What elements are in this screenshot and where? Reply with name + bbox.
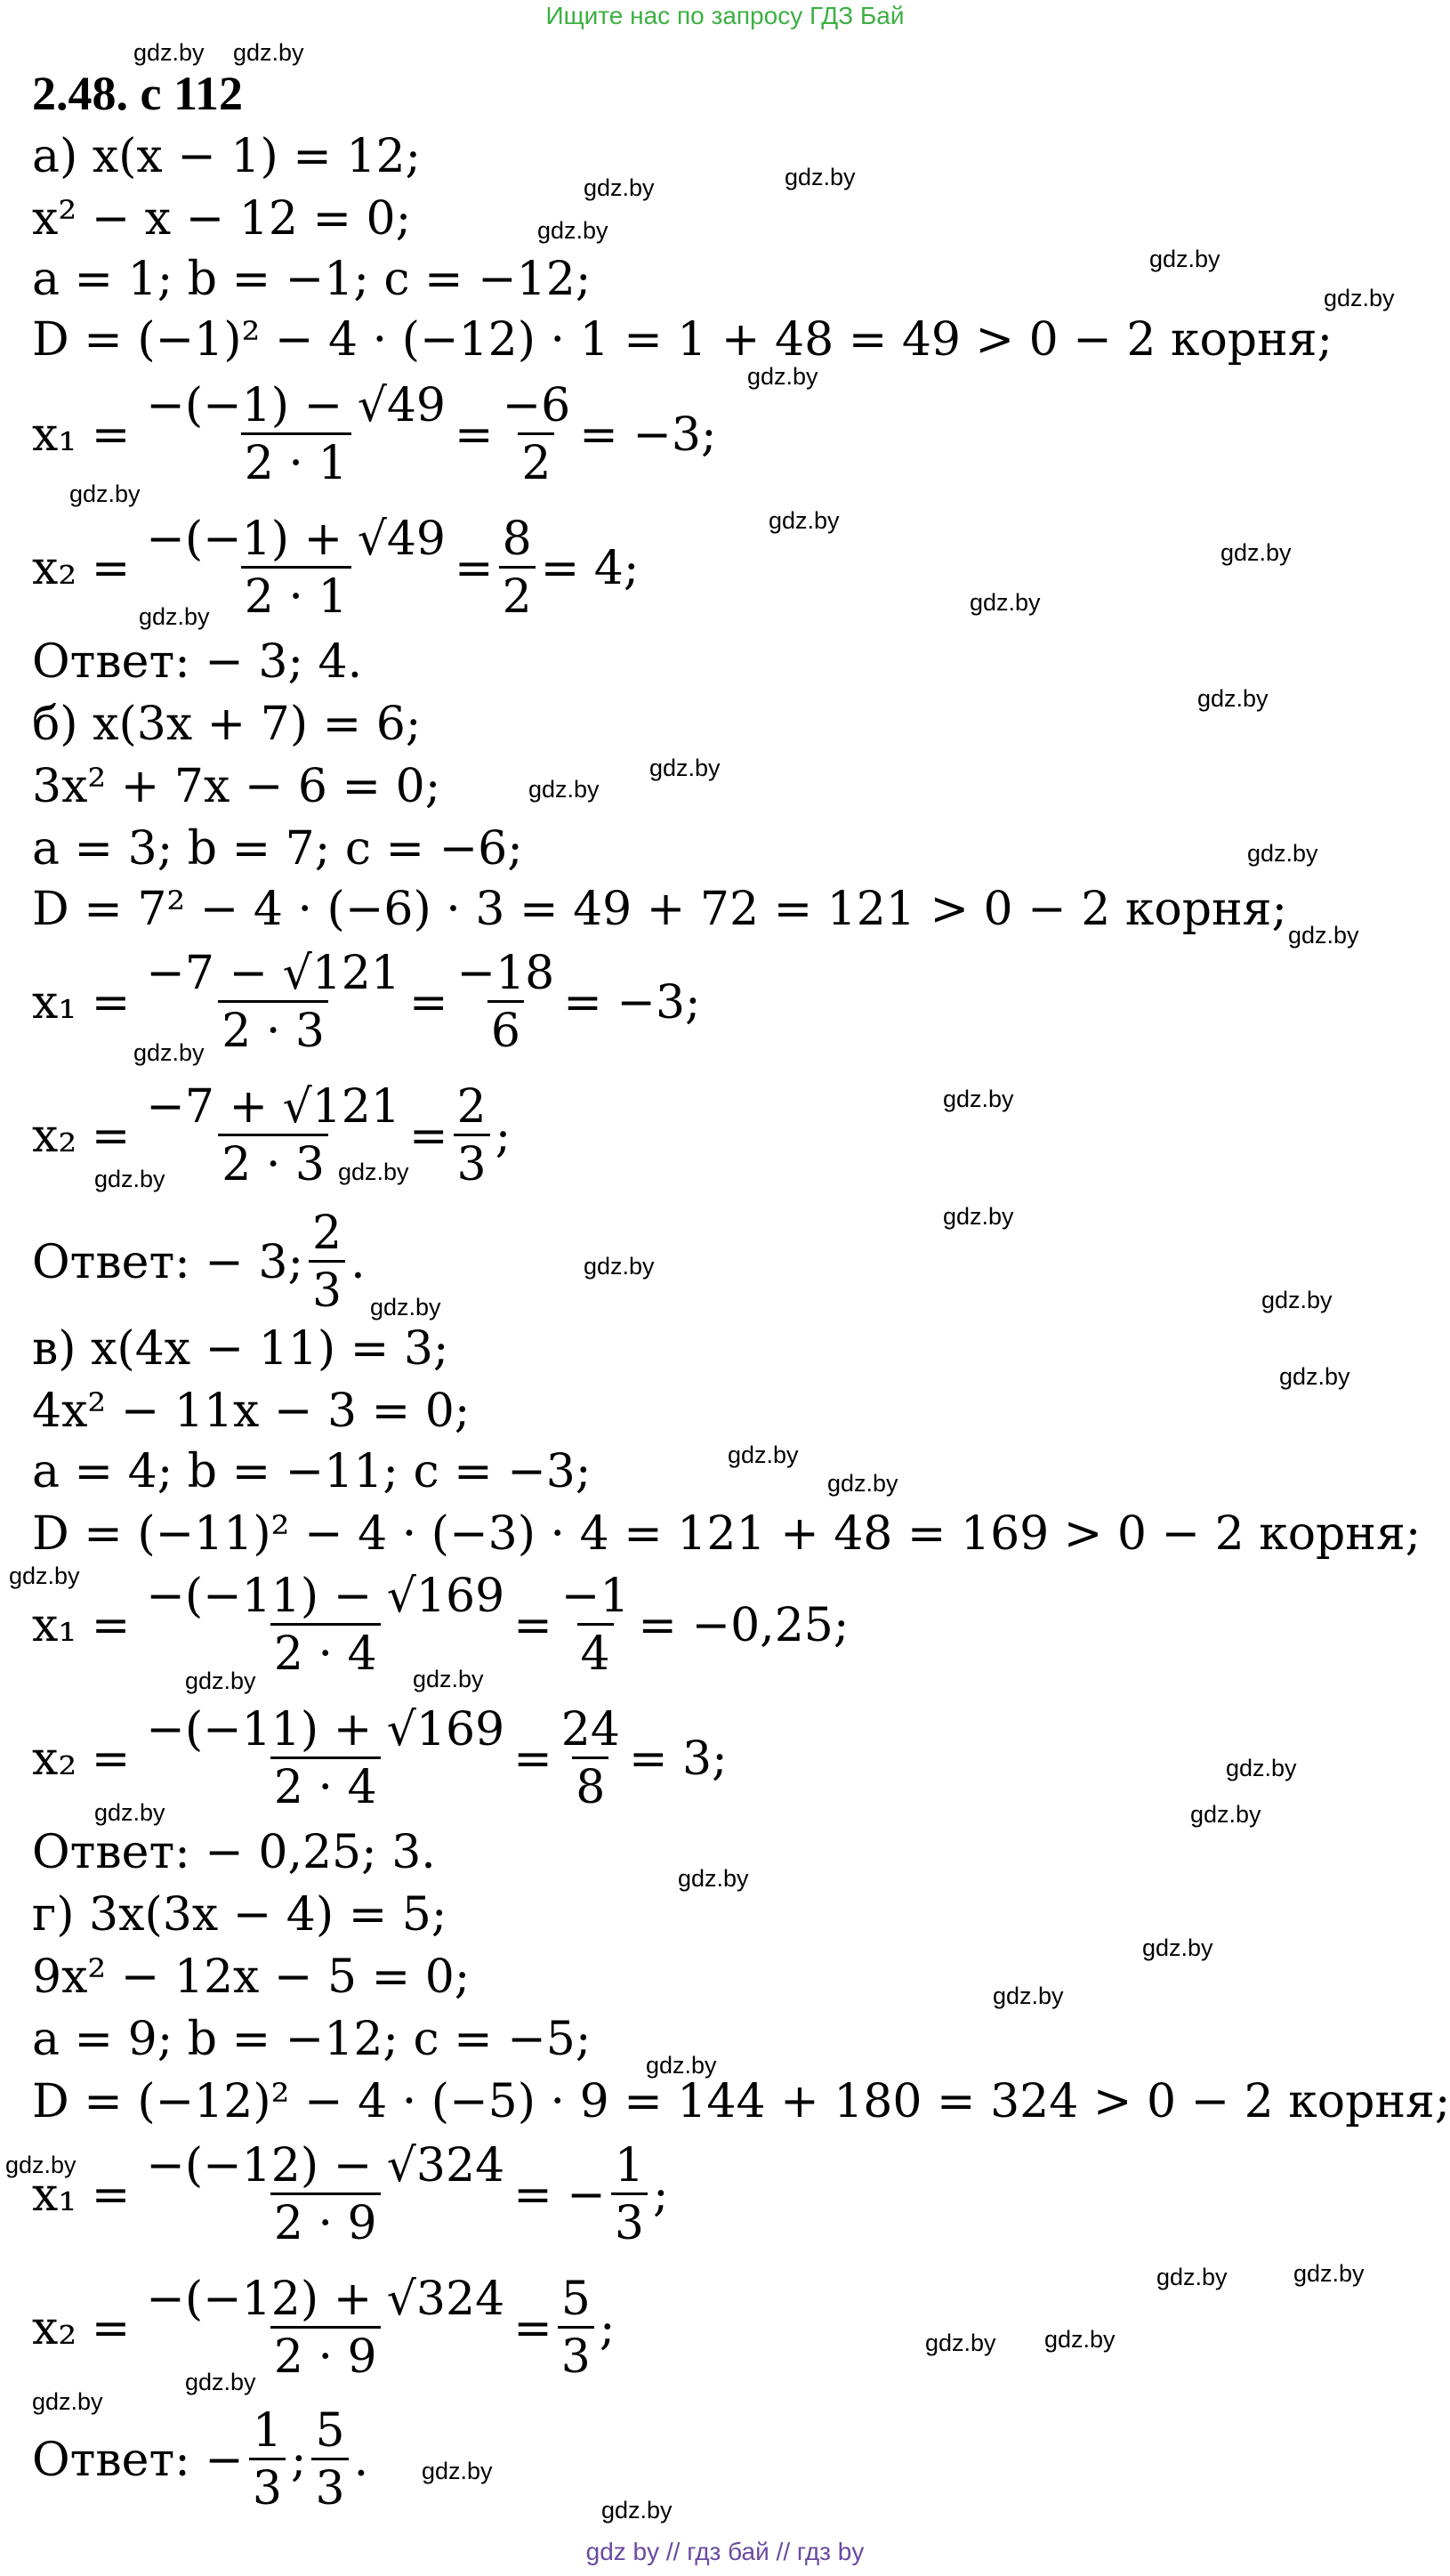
watermark: gdz.by bbox=[94, 1799, 165, 1826]
footer-links[interactable]: gdz by // гдз бай // гдз by bbox=[585, 2538, 865, 2565]
watermark: gdz.by bbox=[185, 1668, 256, 1694]
watermark: gdz.by bbox=[584, 1253, 655, 1280]
part-b-root2: x₂ = $\frac{-7 + √121}{2 \cdot 3}$ = $\frac{2}{3}$ ; bbox=[32, 1080, 512, 1191]
watermark: gdz.by bbox=[370, 1294, 441, 1320]
watermark: gdz.by bbox=[970, 589, 1041, 616]
watermark: gdz.by bbox=[1226, 1755, 1297, 1781]
watermark: gdz.by bbox=[5, 2152, 77, 2178]
watermark: gdz.by bbox=[9, 1563, 80, 1589]
watermark: gdz.by bbox=[769, 507, 840, 534]
watermark: gdz.by bbox=[413, 1666, 484, 1692]
part-c-equation: в) x(4x − 11) = 3; bbox=[32, 1322, 449, 1376]
part-d-coefficients: a = 9; b = −12; c = −5; bbox=[32, 2013, 592, 2066]
watermark: gdz.by bbox=[139, 603, 210, 630]
part-d-root1: x₁ = $\frac{-(-12) - √324}{2 \cdot 9}$ = − $\frac{1}{3}$ ; bbox=[32, 2139, 669, 2250]
part-c-root1: x₁ = $\frac{-(-11) - √169}{2 \cdot 4}$ = $\frac{-1}{4}$ = −0,25; bbox=[32, 1570, 850, 1681]
watermark: gdz.by bbox=[1293, 2260, 1365, 2287]
watermark: gdz.by bbox=[185, 2369, 256, 2395]
watermark: gdz.by bbox=[728, 1441, 799, 1468]
watermark: gdz.by bbox=[1044, 2326, 1116, 2353]
part-c-discriminant: D = (−11)² − 4 · (−3) · 4 = 121 + 48 = 169 > 0 − 2 корня; bbox=[32, 1507, 1422, 1561]
watermark: gdz.by bbox=[747, 363, 818, 390]
watermark: gdz.by bbox=[584, 174, 655, 201]
part-a-root2: x₂ = $\frac{-(-1) + √49}{2 \cdot 1}$ = $\frac{8}{2}$ = 4; bbox=[32, 513, 640, 624]
watermark: gdz.by bbox=[1220, 539, 1292, 566]
part-a-root1: x₁ = $\frac{-(-1) - √49}{2 \cdot 1}$ = $\frac{-6}{2}$ = −3; bbox=[32, 379, 717, 490]
watermark: gdz.by bbox=[537, 217, 608, 244]
part-a-answer: Ответ: − 3; 4. bbox=[32, 635, 363, 689]
watermark: gdz.by bbox=[422, 2458, 493, 2484]
watermark: gdz.by bbox=[649, 755, 721, 781]
part-c-root2: x₂ = $\frac{-(-11) + √169}{2 \cdot 4}$ = $\frac{24}{8}$ = 3; bbox=[32, 1703, 728, 1814]
watermark: gdz.by bbox=[32, 2388, 103, 2415]
watermark: gdz.by bbox=[1247, 840, 1318, 867]
watermark: gdz.by bbox=[1261, 1287, 1333, 1313]
watermark: gdz.by bbox=[1142, 1934, 1213, 1961]
watermark: gdz.by bbox=[1190, 1801, 1261, 1828]
part-d-discriminant: D = (−12)² − 4 · (−5) · 9 = 144 + 180 = 324 > 0 − 2 корня; bbox=[32, 2075, 1450, 2128]
part-c-coefficients: a = 4; b = −11; c = −3; bbox=[32, 1445, 592, 1498]
part-d-root2: x₂ = $\frac{-(-12) + √324}{2 \cdot 9}$ = $\frac{5}{3}$ ; bbox=[32, 2273, 616, 2384]
watermark: gdz.by bbox=[338, 1159, 409, 1185]
top-banner[interactable]: Ищите нас по запросу ГДЗ Бай bbox=[545, 2, 905, 29]
watermark: gdz.by bbox=[943, 1203, 1014, 1230]
part-a-equation: а) x(x − 1) = 12; bbox=[32, 130, 422, 183]
part-b-standard-form: 3x² + 7x − 6 = 0; bbox=[32, 760, 441, 813]
part-a-coefficients: a = 1; b = −1; c = −12; bbox=[32, 253, 592, 306]
watermark: gdz.by bbox=[993, 1982, 1064, 2009]
watermark: gdz.by bbox=[133, 1039, 205, 1066]
part-d-equation: г) 3x(3x − 4) = 5; bbox=[32, 1888, 447, 1942]
watermark: gdz.by bbox=[785, 164, 856, 190]
watermark: gdz.by bbox=[233, 39, 304, 66]
watermark: gdz.by bbox=[1156, 2264, 1228, 2290]
watermark: gdz.by bbox=[943, 1086, 1014, 1112]
part-c-standard-form: 4x² − 11x − 3 = 0; bbox=[32, 1385, 471, 1438]
part-b-answer: Ответ: − 3; $\frac{2}{3}$ . bbox=[32, 1207, 366, 1318]
watermark: gdz.by bbox=[1288, 922, 1359, 949]
part-d-answer: Ответ: − $\frac{1}{3}$ ; $\frac{5}{3}$ . bbox=[32, 2404, 369, 2515]
part-b-discriminant: D = 7² − 4 · (−6) · 3 = 49 + 72 = 121 > 0 − 2 корня; bbox=[32, 883, 1287, 936]
watermark: gdz.by bbox=[925, 2330, 996, 2356]
watermark: gdz.by bbox=[1324, 285, 1395, 311]
part-a-discriminant: D = (−1)² − 4 · (−12) · 1 = 1 + 48 = 49 > 0 − 2 корня; bbox=[32, 313, 1333, 367]
part-d-standard-form: 9x² − 12x − 5 = 0; bbox=[32, 1950, 471, 2004]
watermark: gdz.by bbox=[678, 1865, 749, 1892]
exercise-title: 2.48. с 112 bbox=[32, 67, 243, 120]
watermark: gdz.by bbox=[133, 39, 205, 66]
watermark: gdz.by bbox=[1279, 1363, 1350, 1390]
part-c-answer: Ответ: − 0,25; 3. bbox=[32, 1826, 436, 1879]
part-a-standard-form: x² − x − 12 = 0; bbox=[32, 192, 412, 246]
watermark: gdz.by bbox=[1197, 685, 1269, 712]
watermark: gdz.by bbox=[646, 2052, 717, 2079]
part-b-equation: б) x(3x + 7) = 6; bbox=[32, 698, 422, 751]
watermark: gdz.by bbox=[827, 1470, 898, 1497]
watermark: gdz.by bbox=[94, 1166, 165, 1192]
watermark: gdz.by bbox=[69, 480, 141, 507]
watermark: gdz.by bbox=[528, 776, 600, 803]
watermark: gdz.by bbox=[1149, 246, 1220, 272]
watermark: gdz.by bbox=[601, 2497, 673, 2524]
part-b-coefficients: a = 3; b = 7; c = −6; bbox=[32, 822, 523, 876]
part-b-root1: x₁ = $\frac{-7 - √121}{2 \cdot 3}$ = $\frac{-18}{6}$ = −3; bbox=[32, 947, 701, 1058]
